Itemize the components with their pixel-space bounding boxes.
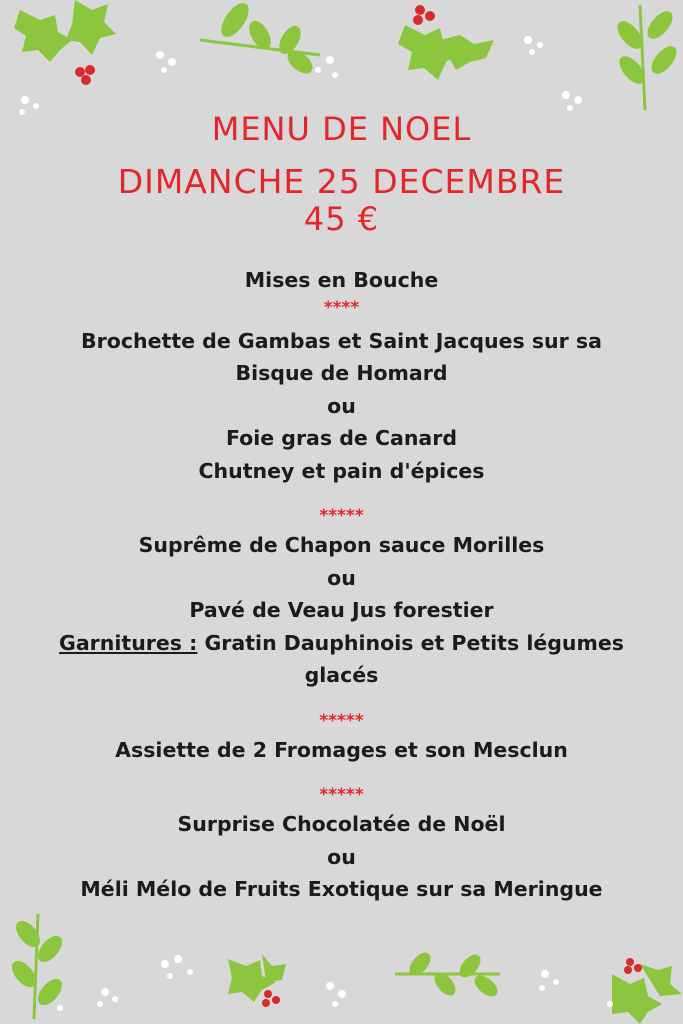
starter-option-1-line-1: Brochette de Gambas et Saint Jacques sur sa: [81, 328, 602, 353]
amuse-bouche: Mises en Bouche: [244, 268, 439, 292]
holly-decoration-bottom: [0, 904, 683, 1024]
menu-date: DIMANCHE 25 DECEMBRE: [117, 162, 566, 201]
mistletoe-branch-icon: [615, 5, 679, 110]
berries-icon: [75, 5, 435, 85]
menu-content: [20, 264, 663, 906]
garnish-text: Gratin Dauphinois et Petits légumes: [197, 630, 624, 655]
or-label: ou: [327, 565, 356, 590]
holly-leaves-icon: [14, 0, 116, 62]
separator: *****: [319, 785, 364, 805]
mistletoe-branch-icon: [200, 1, 320, 76]
menu-title: MENU DE NOEL: [211, 110, 472, 148]
or-label: ou: [327, 844, 356, 869]
separator: *****: [319, 710, 364, 731]
snow-dots-icon: [19, 36, 582, 115]
separator: ****: [323, 297, 360, 318]
garnish-text-line-2: glacés: [304, 663, 379, 687]
starter-option-1-line-2: Bisque de Homard: [235, 361, 448, 385]
main-option-2: Pavé de Veau Jus forestier: [189, 598, 494, 622]
cheese-course: Assiette de 2 Fromages et son Mesclun: [115, 737, 568, 762]
main-option-1: Suprême de Chapon sauce Morilles: [138, 533, 545, 557]
starter-option-2-line-1: Foie gras de Canard: [225, 426, 458, 450]
mistletoe-branch-icon: [395, 951, 500, 998]
menu-price: 45 €: [303, 200, 380, 238]
dessert-option-1: Surprise Chocolatée de Noël: [177, 812, 506, 836]
holly-leaves-icon: [398, 25, 494, 80]
garnish-label: Garnitures :: [59, 630, 198, 655]
or-label: ou: [327, 393, 356, 418]
separator: *****: [319, 506, 364, 526]
starter-option-2-line-2: Chutney et pain d'épices: [198, 458, 485, 483]
mistletoe-branch-icon: [10, 914, 65, 1019]
snow-dots-icon: [57, 955, 613, 1011]
dessert-option-2: Méli Mélo de Fruits Exotique sur sa Meringue: [80, 877, 603, 901]
garnish-line: [20, 627, 663, 660]
